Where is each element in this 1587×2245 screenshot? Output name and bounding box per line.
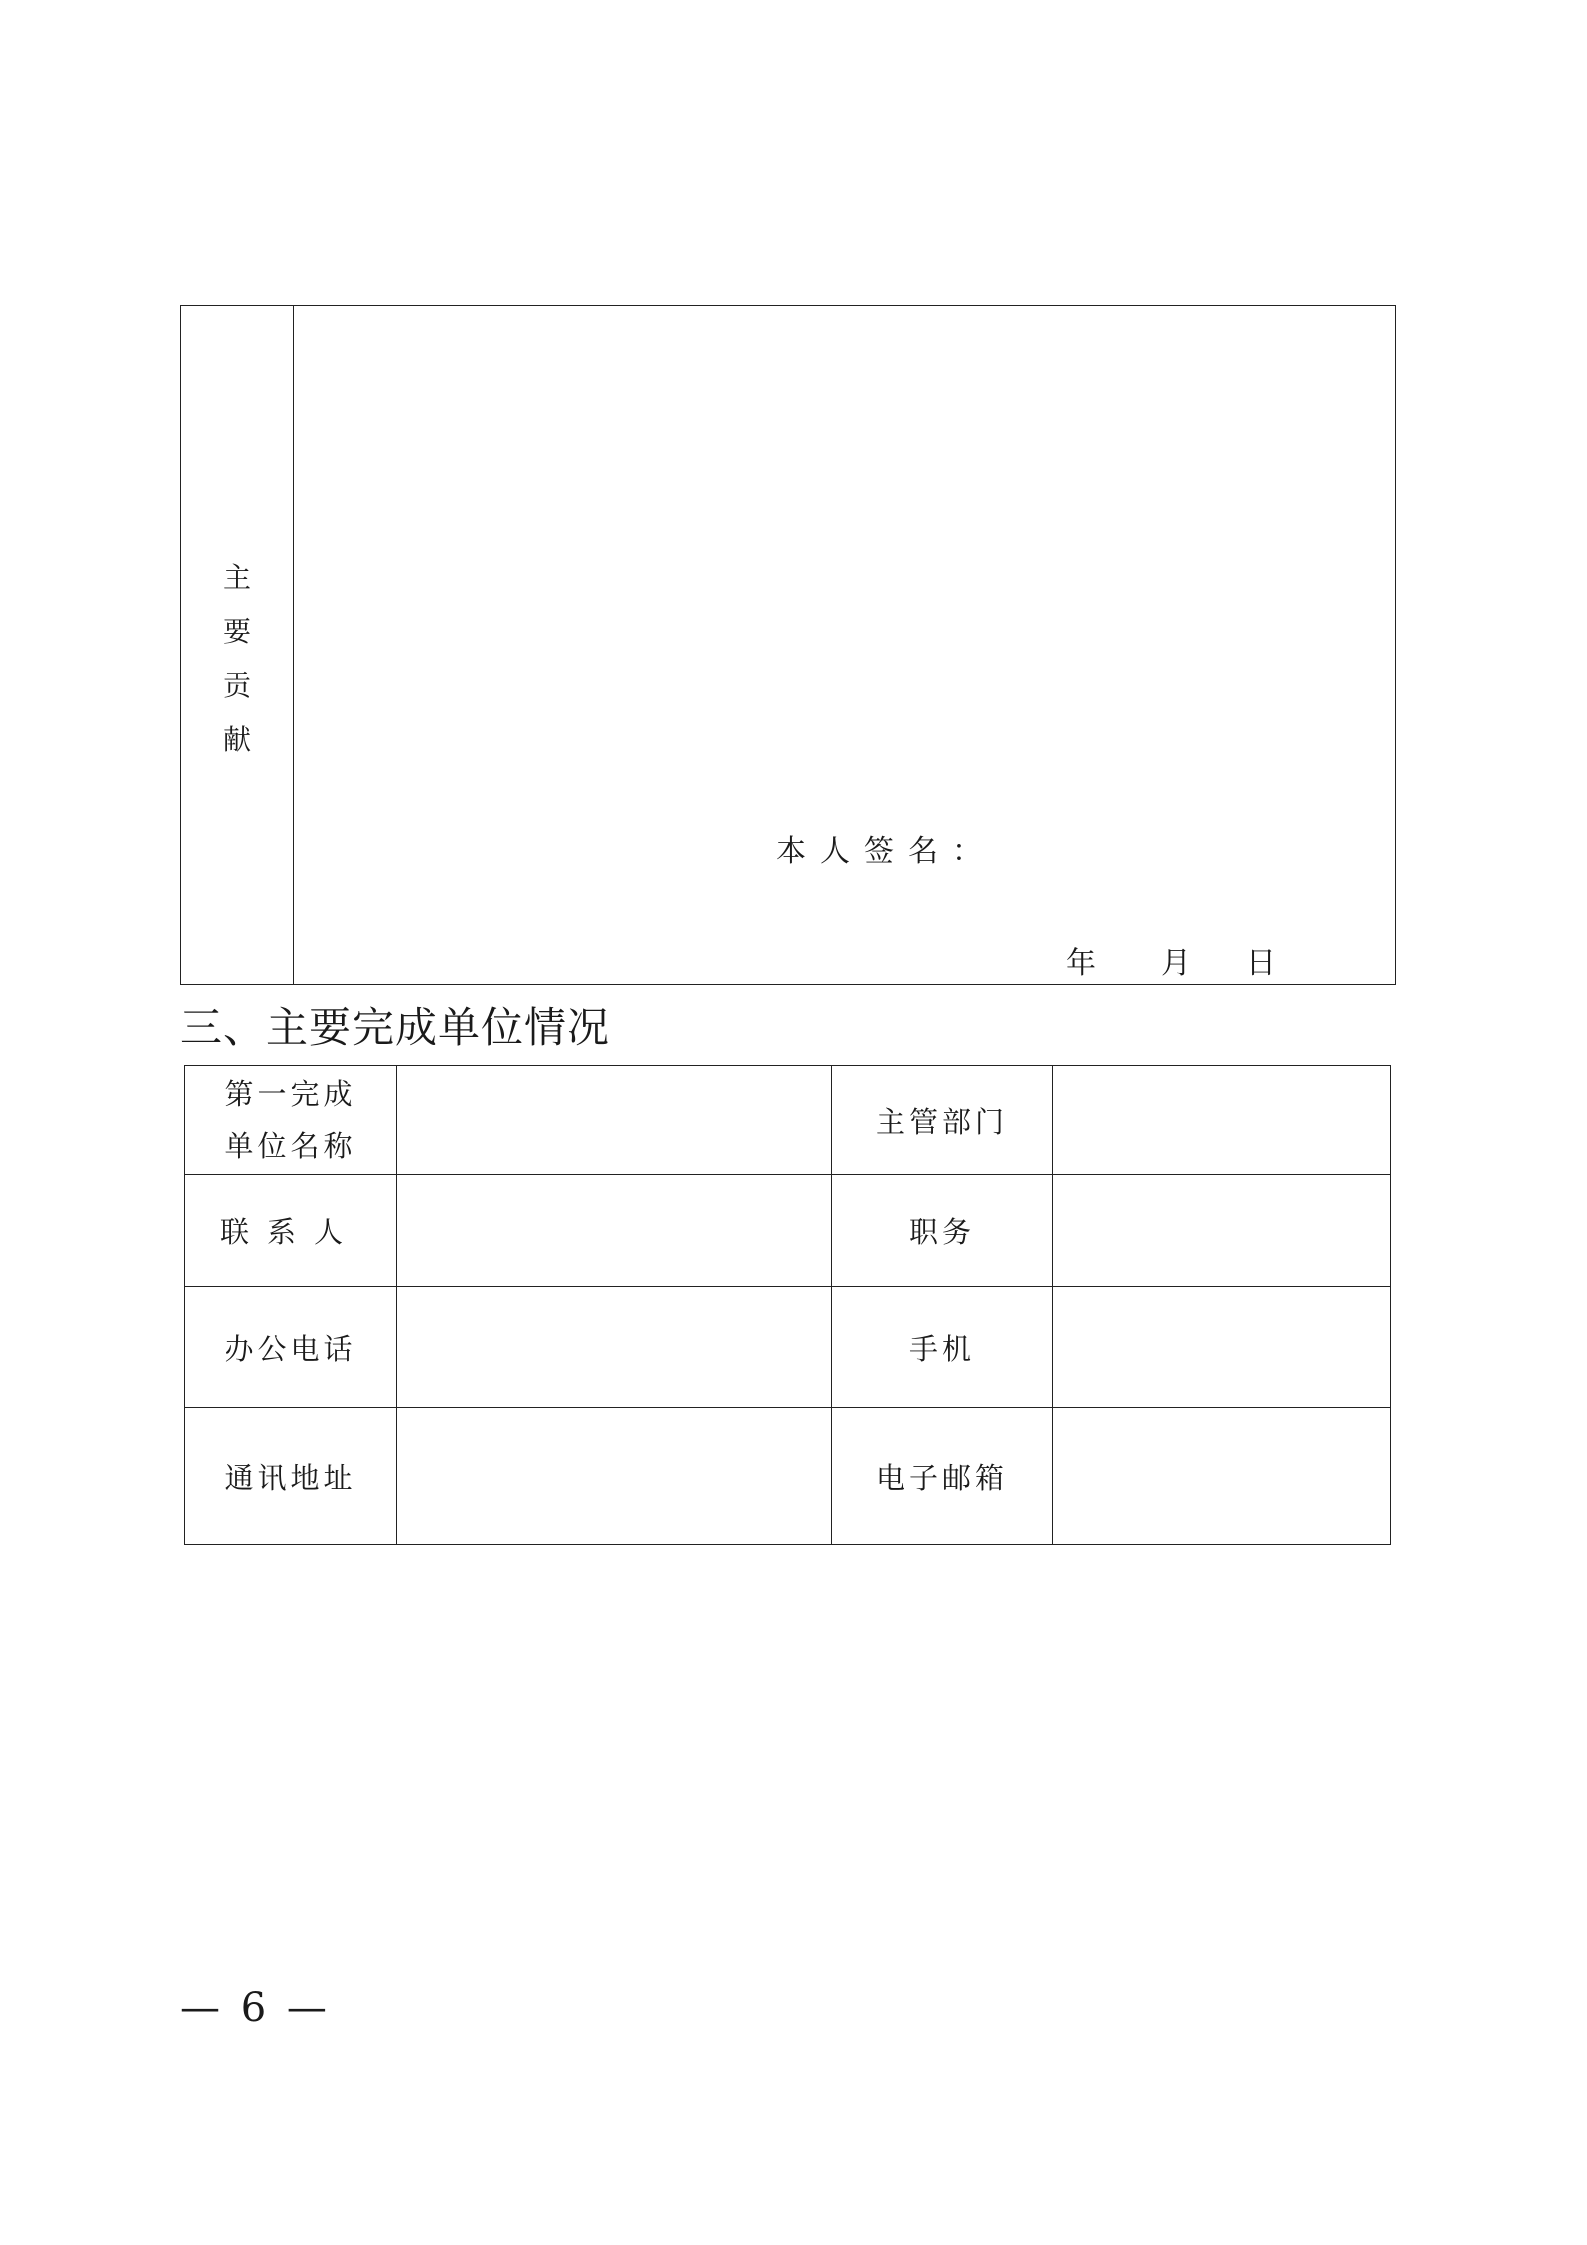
page-number: — 6 — <box>180 1985 331 2031</box>
table-row <box>185 1287 1391 1408</box>
table-row <box>185 1066 1391 1175</box>
label-char: 主 <box>222 561 251 594</box>
contact-person-label: 联系人 <box>185 1175 397 1287</box>
supervising-dept-field[interactable] <box>1053 1066 1391 1175</box>
table-row <box>185 1175 1391 1287</box>
main-contribution-label <box>181 551 293 767</box>
contact-person-field[interactable] <box>397 1175 832 1287</box>
main-contribution-box <box>180 305 1396 985</box>
label-line: 第一完成 <box>224 1077 357 1111</box>
date-year-label: 年 <box>1066 946 1096 981</box>
label-char: 要 <box>222 615 251 648</box>
office-phone-label: 办公电话 <box>185 1287 397 1408</box>
position-label: 职务 <box>832 1175 1053 1287</box>
section-title: 三、主要完成单位情况 <box>180 1003 611 1052</box>
date-day-label: 日 <box>1246 946 1276 981</box>
signature-label: 本人签名： <box>776 834 996 869</box>
main-contribution-label-column <box>181 306 294 984</box>
mailing-address-field[interactable] <box>397 1408 832 1545</box>
email-field[interactable] <box>1053 1408 1391 1545</box>
label-char: 贡 <box>222 669 251 702</box>
supervising-dept-label: 主管部门 <box>832 1066 1053 1175</box>
office-phone-field[interactable] <box>397 1287 832 1408</box>
label-line: 单位名称 <box>224 1129 357 1163</box>
table-row <box>185 1408 1391 1545</box>
mailing-address-label: 通讯地址 <box>185 1408 397 1545</box>
label-char: 献 <box>222 723 251 756</box>
mobile-label: 手机 <box>832 1287 1053 1408</box>
first-unit-name-label <box>185 1066 397 1175</box>
unit-info-table <box>184 1065 1391 1545</box>
mobile-field[interactable] <box>1053 1287 1391 1408</box>
first-unit-name-field[interactable] <box>397 1066 832 1175</box>
position-field[interactable] <box>1053 1175 1391 1287</box>
email-label: 电子邮箱 <box>832 1408 1053 1545</box>
date-month-label: 月 <box>1161 946 1191 981</box>
